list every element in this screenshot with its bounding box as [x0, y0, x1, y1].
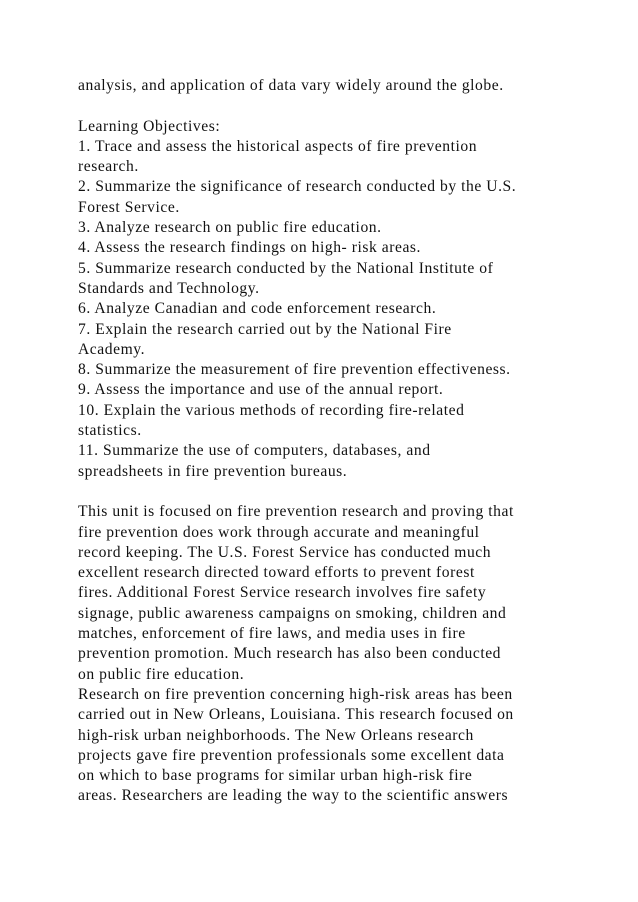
paragraph-line: prevention promotion. Much research has also been conducted: [78, 645, 502, 663]
spacer: [78, 96, 578, 116]
paragraph-line: This unit is focused on fire prevention research and proving that: [78, 503, 514, 521]
objective-line: spreadsheets in fire prevention bureaus.: [78, 462, 348, 480]
document-body: [78, 76, 578, 807]
objective-line: Standards and Technology.: [78, 279, 260, 297]
paragraph-line: Research on fire prevention concerning high-risk areas has been: [78, 685, 513, 703]
paragraph-line: excellent research directed toward efforts to prevent forest: [78, 564, 475, 582]
paragraph-line: carried out in New Orleans, Louisiana. This research focused on: [78, 706, 514, 724]
paragraph-line: on public fire education.: [78, 665, 245, 683]
paragraph-line: areas. Researchers are leading the way to the scientific answers: [78, 787, 509, 805]
objectives-heading: Learning Objectives:: [78, 117, 221, 135]
objective-line: research.: [78, 158, 139, 176]
paragraph-line: fires. Additional Forest Service research involves fire safety: [78, 584, 487, 602]
paragraph-line: high-risk urban neighborhoods. The New Orleans research: [78, 726, 474, 744]
objective-line: Forest Service.: [78, 198, 180, 216]
spacer: [78, 482, 578, 502]
paragraph-line: projects gave fire prevention professionals some excellent data: [78, 746, 505, 764]
objective-line: 11. Summarize the use of computers, databases, and: [78, 442, 431, 460]
paragraph-line: matches, enforcement of fire laws, and media uses in fire: [78, 625, 466, 643]
objective-line: 6. Analyze Canadian and code enforcement research.: [78, 300, 437, 318]
paragraph-line: record keeping. The U.S. Forest Service has conducted much: [78, 543, 492, 561]
objective-line: 7. Explain the research carried out by the National Fire: [78, 320, 452, 338]
objective-line: 5. Summarize research conducted by the National Institute of: [78, 259, 494, 277]
objective-line: 3. Analyze research on public fire education.: [78, 219, 382, 237]
objective-line: 9. Assess the importance and use of the annual report.: [78, 381, 444, 399]
intro-line: analysis, and application of data vary widely around the globe.: [78, 77, 504, 94]
paragraph-line: on which to base programs for similar urban high-risk fire: [78, 767, 473, 785]
objective-line: Academy.: [78, 340, 146, 358]
objective-line: 8. Summarize the measurement of fire prevention effectiveness.: [78, 361, 511, 379]
objective-line: 1. Trace and assess the historical aspects of fire prevention: [78, 137, 478, 155]
objective-line: 2. Summarize the significance of research conducted by the U.S.: [78, 178, 517, 196]
paragraph-line: fire prevention does work through accurate and meaningful: [78, 523, 480, 541]
objective-line: 4. Assess the research findings on high- risk areas.: [78, 239, 422, 257]
objective-line: 10. Explain the various methods of recording fire-related: [78, 401, 465, 419]
objective-line: statistics.: [78, 422, 142, 440]
paragraph-line: signage, public awareness campaigns on smoking, children and: [78, 604, 507, 622]
